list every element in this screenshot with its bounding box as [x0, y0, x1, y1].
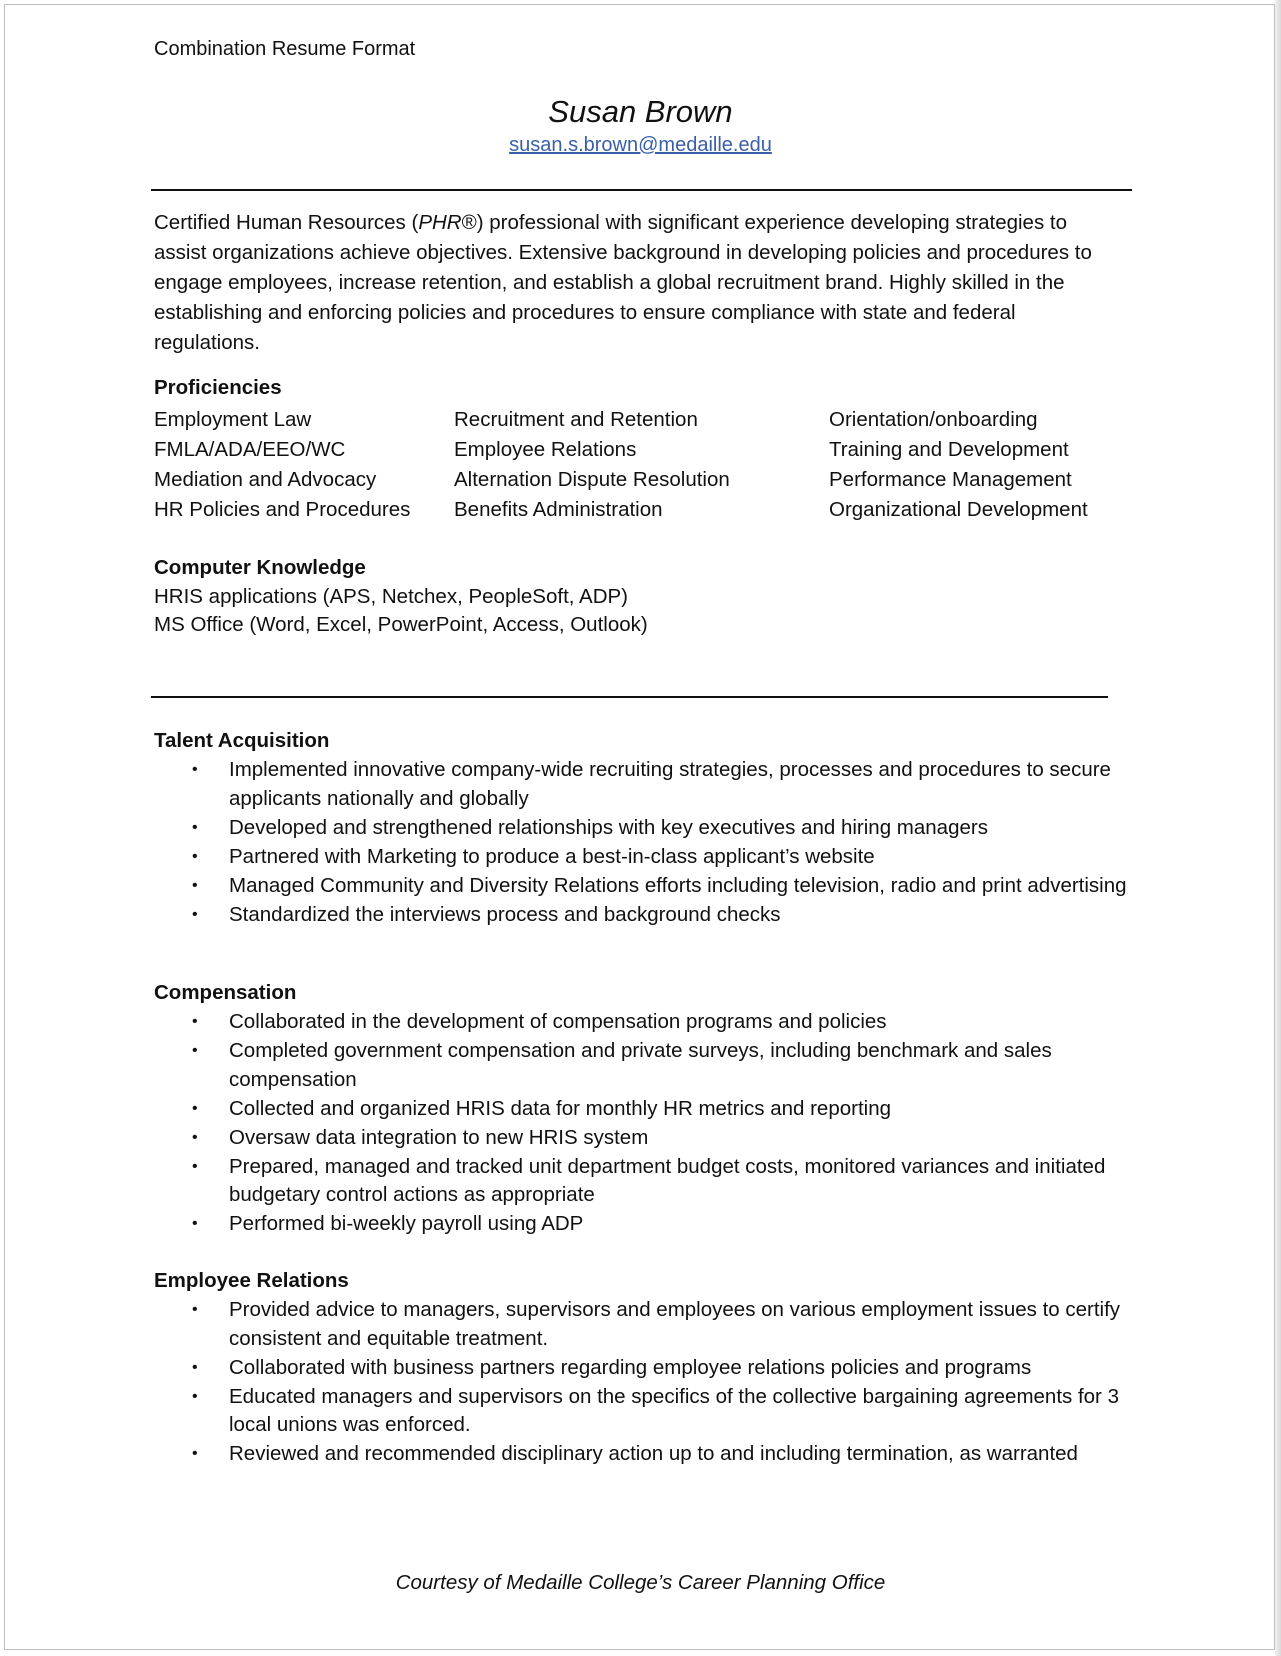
- proficiency-item: HR Policies and Procedures: [154, 498, 411, 521]
- list-item: [190, 1008, 1130, 1037]
- bullet-icon: •: [192, 1157, 198, 1175]
- bullet-text: Prepared, managed and tracked unit department budget costs, monitored variances and initiated budgetary control actions as appropriate: [229, 1154, 1106, 1206]
- list-item: [190, 843, 1130, 872]
- list-item: [190, 872, 1130, 901]
- proficiency-item: Organizational Development: [829, 498, 1088, 521]
- bullet-text: Oversaw data integration to new HRIS system: [229, 1125, 649, 1149]
- compensation-heading: Compensation: [154, 981, 297, 1004]
- proficiency-item: Employment Law: [154, 408, 312, 431]
- bullet-text: Reviewed and recommended disciplinary action up to and including termination, as warranted: [229, 1442, 1078, 1465]
- list-item: [190, 1095, 1130, 1124]
- computer-knowledge-list: [154, 583, 648, 639]
- bullet-text: Developed and strengthened relationships with key executives and hiring managers: [229, 815, 988, 839]
- proficiencies-column-2: [454, 405, 730, 525]
- top-divider: [151, 189, 1132, 191]
- list-item: [190, 901, 1130, 930]
- proficiency-item: FMLA/ADA/EEO/WC: [154, 438, 346, 461]
- page-edge-shadow: [1275, 0, 1281, 1656]
- bullet-text: Completed government compensation and private surveys, including benchmark and sales compensation: [229, 1039, 1052, 1091]
- bullet-text: Educated managers and supervisors on the specifics of the collective bargaining agreements for 3 local unions was enforced.: [229, 1384, 1119, 1436]
- summary-paragraph: [154, 208, 1124, 358]
- bullet-icon: •: [192, 761, 198, 778]
- list-item: [190, 1440, 1130, 1469]
- bullet-icon: •: [192, 818, 198, 836]
- bullet-text: Performed bi-weekly payroll using ADP: [229, 1212, 584, 1235]
- proficiency-item: Orientation/onboarding: [829, 408, 1038, 431]
- employee-relations-list: [190, 1296, 1130, 1469]
- footer-credit: Courtesy of Medaille College’s Career Planning Office: [395, 1571, 886, 1594]
- bullet-text: Managed Community and Diversity Relations efforts including television, radio and print advertising: [229, 873, 1127, 897]
- talent-acquisition-heading: Talent Acquisition: [154, 729, 330, 752]
- bullet-text: Provided advice to managers, supervisors and employees on various employment issues to certify consistent and equitable treatment.: [229, 1298, 1121, 1350]
- bullet-text: Implemented innovative company-wide recruiting strategies, processes and procedures to secure applicants nationally and globally: [229, 758, 1111, 810]
- proficiency-item: Benefits Administration: [454, 498, 663, 521]
- summary-text-rest: ®) professional with significant experience developing strategies to assist organizations achieve objectives. Extensive background in developing policies and procedures to engage employees, increase retention, and establish a global recruitment brand. Highly skilled in the establishing and enforcing policies and procedures to ensure compliance with state and federal regulations.: [154, 211, 1092, 354]
- list-item: [190, 1296, 1130, 1353]
- bullet-text: Collaborated in the development of compensation programs and policies: [229, 1010, 887, 1033]
- list-item: [190, 1210, 1130, 1239]
- bullet-text: Standardized the interviews process and background checks: [229, 902, 781, 926]
- summary-text-start: Certified Human Resources (: [154, 211, 419, 234]
- computer-knowledge-line: MS Office (Word, Excel, PowerPoint, Access, Outlook): [154, 613, 648, 636]
- bullet-text: Collected and organized HRIS data for monthly HR metrics and reporting: [229, 1096, 892, 1120]
- computer-knowledge-heading: Computer Knowledge: [154, 556, 366, 579]
- bullet-icon: •: [192, 1013, 198, 1030]
- document-label: Combination Resume Format: [154, 38, 416, 60]
- list-item: [190, 756, 1130, 813]
- bullet-icon: •: [192, 1445, 198, 1462]
- list-item: [190, 1354, 1130, 1383]
- email-link[interactable]: susan.s.brown@medaille.edu: [509, 134, 772, 156]
- list-item: [190, 1037, 1130, 1094]
- proficiency-item: Training and Development: [829, 438, 1069, 461]
- phr-credential: PHR: [418, 211, 462, 234]
- list-item: [190, 1383, 1130, 1440]
- list-item: [190, 1153, 1130, 1210]
- bullet-text: Partnered with Marketing to produce a best-in-class applicant’s website: [229, 844, 875, 868]
- bullet-icon: •: [192, 1358, 198, 1376]
- proficiencies-column-1: [154, 405, 410, 525]
- bullet-text: Collaborated with business partners regarding employee relations policies and programs: [229, 1355, 1032, 1379]
- middle-divider: [151, 696, 1108, 698]
- compensation-list: [190, 1008, 1130, 1239]
- bullet-icon: •: [192, 1042, 198, 1059]
- proficiency-item: Performance Management: [829, 468, 1072, 491]
- bullet-icon: •: [192, 1215, 198, 1232]
- list-item: [190, 814, 1130, 843]
- bullet-icon: •: [192, 905, 198, 923]
- computer-knowledge-line: HRIS applications (APS, Netchex, PeopleSoft, ADP): [154, 585, 629, 608]
- bullet-icon: •: [192, 1128, 198, 1146]
- applicant-name: Susan Brown: [548, 94, 733, 129]
- bullet-icon: •: [192, 847, 198, 865]
- proficiency-item: Recruitment and Retention: [454, 408, 698, 431]
- proficiency-item: Employee Relations: [454, 438, 637, 461]
- proficiencies-heading: Proficiencies: [154, 376, 282, 399]
- bullet-icon: •: [192, 1387, 198, 1405]
- proficiency-item: Alternation Dispute Resolution: [454, 468, 730, 491]
- proficiency-item: Mediation and Advocacy: [154, 468, 377, 491]
- bullet-icon: •: [192, 1099, 198, 1117]
- bullet-icon: •: [192, 876, 198, 894]
- bullet-icon: •: [192, 1301, 198, 1318]
- talent-acquisition-list: [190, 756, 1130, 930]
- employee-relations-heading: Employee Relations: [154, 1269, 349, 1292]
- list-item: [190, 1124, 1130, 1153]
- proficiencies-column-3: [829, 405, 1088, 525]
